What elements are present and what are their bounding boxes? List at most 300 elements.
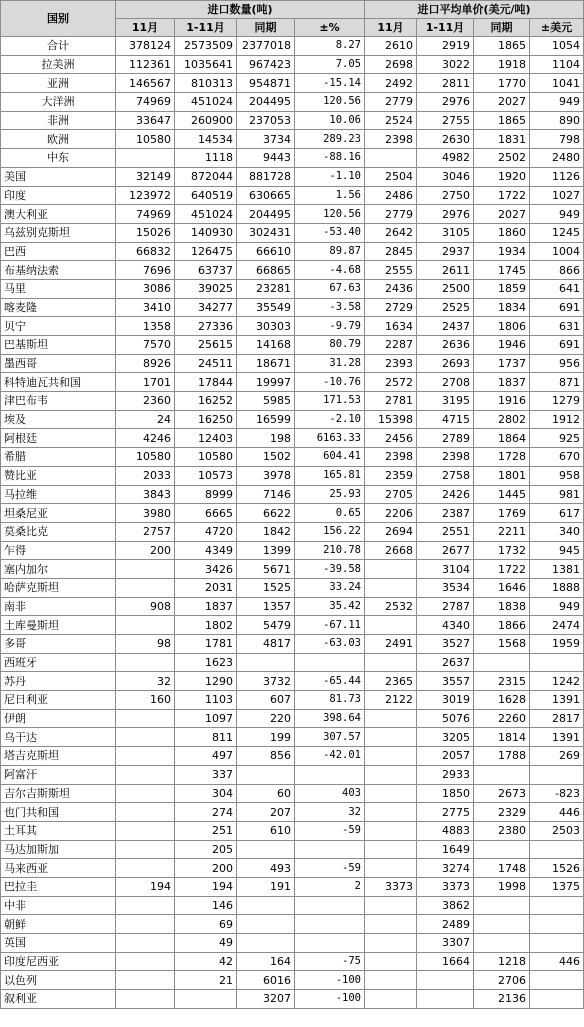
qty-change-cell: 307.57 — [295, 728, 365, 747]
qty-nov-cell: 32 — [116, 672, 175, 691]
price-ytd-cell: 2937 — [417, 242, 474, 261]
price-nov-cell — [365, 803, 417, 822]
qty-ytd-cell: 640519 — [175, 186, 237, 205]
qty-prior-cell: 3734 — [237, 130, 295, 149]
price-prior-cell — [474, 765, 530, 784]
table-row — [1, 747, 584, 766]
qty-ytd-cell: 140930 — [175, 223, 237, 242]
table-row — [1, 597, 584, 616]
price-prior-cell: 1838 — [474, 597, 530, 616]
price-change-cell: 631 — [530, 317, 584, 336]
qty-ytd-cell: 810313 — [175, 74, 237, 93]
qty-nov-cell: 378124 — [116, 37, 175, 56]
table-row — [1, 560, 584, 579]
price-change-cell: 1959 — [530, 635, 584, 654]
price-ytd-cell: 2525 — [417, 298, 474, 317]
qty-nov-cell: 74969 — [116, 93, 175, 112]
country-name-cell: 塔吉克斯坦 — [1, 747, 116, 766]
price-change-cell: 1054 — [530, 37, 584, 56]
table-row — [1, 205, 584, 224]
qty-change-cell: -53.40 — [295, 223, 365, 242]
qty-change-cell: -9.79 — [295, 317, 365, 336]
price-change-cell: 446 — [530, 952, 584, 971]
header-sub-qty-ytd: 1-11月 — [175, 19, 237, 37]
price-ytd-cell: 2611 — [417, 261, 474, 280]
price-ytd-cell: 3195 — [417, 392, 474, 411]
price-prior-cell — [474, 840, 530, 859]
qty-prior-cell: 199 — [237, 728, 295, 747]
qty-prior-cell: 630665 — [237, 186, 295, 205]
price-ytd-cell: 2677 — [417, 541, 474, 560]
country-name-cell: 印度尼西亚 — [1, 952, 116, 971]
qty-change-cell: 403 — [295, 784, 365, 803]
table-row — [1, 522, 584, 541]
price-change-cell: 981 — [530, 485, 584, 504]
qty-prior-cell: 967423 — [237, 55, 295, 74]
qty-nov-cell: 3410 — [116, 298, 175, 317]
price-prior-cell — [474, 934, 530, 953]
header-sub-price-change: ±美元 — [530, 19, 584, 37]
price-ytd-cell: 4883 — [417, 821, 474, 840]
qty-change-cell: -4.68 — [295, 261, 365, 280]
qty-ytd-cell: 2573509 — [175, 37, 237, 56]
price-change-cell: 1888 — [530, 578, 584, 597]
country-name-cell: 土耳其 — [1, 821, 116, 840]
country-name-cell: 马里 — [1, 279, 116, 298]
qty-nov-cell: 74969 — [116, 205, 175, 224]
qty-nov-cell: 98 — [116, 635, 175, 654]
qty-ytd-cell: 304 — [175, 784, 237, 803]
country-name-cell: 伊朗 — [1, 709, 116, 728]
qty-nov-cell: 123972 — [116, 186, 175, 205]
price-ytd-cell: 2426 — [417, 485, 474, 504]
qty-prior-cell: 220 — [237, 709, 295, 728]
price-nov-cell: 2668 — [365, 541, 417, 560]
price-change-cell: 890 — [530, 111, 584, 130]
qty-nov-cell — [116, 971, 175, 990]
qty-prior-cell: 204495 — [237, 205, 295, 224]
price-change-cell: 2503 — [530, 821, 584, 840]
price-ytd-cell — [417, 971, 474, 990]
qty-prior-cell: 207 — [237, 803, 295, 822]
table-row — [1, 485, 584, 504]
qty-ytd-cell: 1623 — [175, 653, 237, 672]
qty-nov-cell: 146567 — [116, 74, 175, 93]
price-prior-cell: 2136 — [474, 990, 530, 1009]
price-ytd-cell: 2630 — [417, 130, 474, 149]
qty-ytd-cell: 872044 — [175, 167, 237, 186]
qty-nov-cell — [116, 709, 175, 728]
table-row — [1, 803, 584, 822]
table-row — [1, 130, 584, 149]
country-name-cell: 澳大利亚 — [1, 205, 116, 224]
qty-nov-cell: 112361 — [116, 55, 175, 74]
qty-ytd-cell: 1097 — [175, 709, 237, 728]
table-row — [1, 410, 584, 429]
price-prior-cell: 1916 — [474, 392, 530, 411]
qty-nov-cell — [116, 765, 175, 784]
qty-change-cell: 165.81 — [295, 466, 365, 485]
country-name-cell: 吉尔吉斯斯坦 — [1, 784, 116, 803]
qty-prior-cell: 1399 — [237, 541, 295, 560]
qty-ytd-cell: 251 — [175, 821, 237, 840]
price-change-cell: 866 — [530, 261, 584, 280]
price-ytd-cell: 2750 — [417, 186, 474, 205]
qty-ytd-cell: 337 — [175, 765, 237, 784]
table-row — [1, 336, 584, 355]
price-prior-cell: 1770 — [474, 74, 530, 93]
price-ytd-cell: 2789 — [417, 429, 474, 448]
price-nov-cell: 2532 — [365, 597, 417, 616]
qty-prior-cell: 6016 — [237, 971, 295, 990]
qty-prior-cell — [237, 934, 295, 953]
table-row — [1, 448, 584, 467]
qty-nov-cell — [116, 896, 175, 915]
country-name-cell: 津巴布韦 — [1, 392, 116, 411]
qty-ytd-cell: 126475 — [175, 242, 237, 261]
price-ytd-cell: 2933 — [417, 765, 474, 784]
qty-nov-cell: 7696 — [116, 261, 175, 280]
price-nov-cell: 2781 — [365, 392, 417, 411]
qty-change-cell: 6163.33 — [295, 429, 365, 448]
qty-ytd-cell: 8999 — [175, 485, 237, 504]
country-name-cell: 也门共和国 — [1, 803, 116, 822]
qty-prior-cell: 16599 — [237, 410, 295, 429]
table-row — [1, 261, 584, 280]
country-name-cell: 巴基斯坦 — [1, 336, 116, 355]
price-prior-cell: 1865 — [474, 111, 530, 130]
qty-nov-cell: 2757 — [116, 522, 175, 541]
price-change-cell: 945 — [530, 541, 584, 560]
price-change-cell: 871 — [530, 373, 584, 392]
qty-change-cell: -1.10 — [295, 167, 365, 186]
price-nov-cell: 2398 — [365, 130, 417, 149]
header-sub-price-prior: 同期 — [474, 19, 530, 37]
table-row — [1, 392, 584, 411]
country-name-cell: 马拉维 — [1, 485, 116, 504]
qty-ytd-cell: 16250 — [175, 410, 237, 429]
price-prior-cell: 1801 — [474, 466, 530, 485]
price-nov-cell: 2486 — [365, 186, 417, 205]
qty-change-cell: 8.27 — [295, 37, 365, 56]
price-prior-cell: 1837 — [474, 373, 530, 392]
price-prior-cell: 1946 — [474, 336, 530, 355]
price-ytd-cell: 2551 — [417, 522, 474, 541]
price-change-cell — [530, 990, 584, 1009]
country-name-cell: 埃及 — [1, 410, 116, 429]
price-nov-cell — [365, 709, 417, 728]
country-name-cell: 印度 — [1, 186, 116, 205]
table-row — [1, 635, 584, 654]
price-prior-cell: 2027 — [474, 93, 530, 112]
price-change-cell — [530, 840, 584, 859]
qty-prior-cell: 610 — [237, 821, 295, 840]
country-name-cell: 亚洲 — [1, 74, 116, 93]
price-prior-cell: 1831 — [474, 130, 530, 149]
price-ytd-cell: 3307 — [417, 934, 474, 953]
table-row — [1, 74, 584, 93]
qty-change-cell: 89.87 — [295, 242, 365, 261]
qty-change-cell: -100 — [295, 971, 365, 990]
qty-change-cell: 120.56 — [295, 93, 365, 112]
qty-nov-cell — [116, 784, 175, 803]
qty-ytd-cell: 17844 — [175, 373, 237, 392]
table-row — [1, 504, 584, 523]
country-name-cell: 美国 — [1, 167, 116, 186]
price-nov-cell — [365, 616, 417, 635]
price-prior-cell — [474, 915, 530, 934]
price-change-cell — [530, 934, 584, 953]
price-ytd-cell: 4715 — [417, 410, 474, 429]
price-ytd-cell: 5076 — [417, 709, 474, 728]
price-nov-cell — [365, 653, 417, 672]
qty-change-cell: -63.03 — [295, 635, 365, 654]
price-nov-cell — [365, 765, 417, 784]
qty-ytd-cell: 1103 — [175, 691, 237, 710]
qty-nov-cell: 194 — [116, 877, 175, 896]
price-nov-cell — [365, 859, 417, 878]
qty-prior-cell: 23281 — [237, 279, 295, 298]
country-name-cell: 多哥 — [1, 635, 116, 654]
country-name-cell: 土库曼斯坦 — [1, 616, 116, 635]
qty-ytd-cell: 451024 — [175, 205, 237, 224]
qty-ytd-cell: 1035641 — [175, 55, 237, 74]
price-ytd-cell: 3105 — [417, 223, 474, 242]
qty-ytd-cell: 21 — [175, 971, 237, 990]
qty-prior-cell: 3732 — [237, 672, 295, 691]
qty-nov-cell — [116, 728, 175, 747]
qty-nov-cell — [116, 578, 175, 597]
qty-ytd-cell: 10580 — [175, 448, 237, 467]
price-prior-cell: 1864 — [474, 429, 530, 448]
country-name-cell: 以色列 — [1, 971, 116, 990]
price-prior-cell: 1998 — [474, 877, 530, 896]
price-ytd-cell: 2919 — [417, 37, 474, 56]
country-name-cell: 科特迪瓦共和国 — [1, 373, 116, 392]
qty-prior-cell — [237, 653, 295, 672]
price-change-cell: 1526 — [530, 859, 584, 878]
price-change-cell: 1126 — [530, 167, 584, 186]
qty-prior-cell: 493 — [237, 859, 295, 878]
price-nov-cell: 3373 — [365, 877, 417, 896]
qty-nov-cell: 10580 — [116, 130, 175, 149]
qty-ytd-cell: 4720 — [175, 522, 237, 541]
price-ytd-cell: 2398 — [417, 448, 474, 467]
price-nov-cell: 2779 — [365, 93, 417, 112]
qty-change-cell: -15.14 — [295, 74, 365, 93]
qty-ytd-cell: 1290 — [175, 672, 237, 691]
qty-ytd-cell: 811 — [175, 728, 237, 747]
qty-prior-cell — [237, 915, 295, 934]
price-change-cell: 269 — [530, 747, 584, 766]
table-row — [1, 653, 584, 672]
qty-prior-cell: 191 — [237, 877, 295, 896]
qty-change-cell — [295, 915, 365, 934]
price-ytd-cell — [417, 990, 474, 1009]
qty-change-cell: 33.24 — [295, 578, 365, 597]
country-name-cell: 哈萨克斯坦 — [1, 578, 116, 597]
country-name-cell: 巴西 — [1, 242, 116, 261]
country-name-cell: 尼日利亚 — [1, 691, 116, 710]
qty-nov-cell: 32149 — [116, 167, 175, 186]
qty-ytd-cell: 451024 — [175, 93, 237, 112]
country-name-cell: 中非 — [1, 896, 116, 915]
country-name-cell: 马达加斯加 — [1, 840, 116, 859]
price-nov-cell: 15398 — [365, 410, 417, 429]
qty-change-cell — [295, 765, 365, 784]
price-change-cell — [530, 971, 584, 990]
qty-change-cell — [295, 840, 365, 859]
country-name-cell: 莫桑比克 — [1, 522, 116, 541]
qty-change-cell: 120.56 — [295, 205, 365, 224]
price-nov-cell: 2436 — [365, 279, 417, 298]
price-change-cell: 340 — [530, 522, 584, 541]
qty-change-cell: 25.93 — [295, 485, 365, 504]
table-row — [1, 223, 584, 242]
price-prior-cell: 1769 — [474, 504, 530, 523]
qty-change-cell: 0.65 — [295, 504, 365, 523]
price-change-cell: 1375 — [530, 877, 584, 896]
price-ytd-cell: 4982 — [417, 149, 474, 168]
price-prior-cell: 2027 — [474, 205, 530, 224]
price-change-cell: 1279 — [530, 392, 584, 411]
price-prior-cell: 1728 — [474, 448, 530, 467]
qty-ytd-cell: 27336 — [175, 317, 237, 336]
price-ytd-cell: 2387 — [417, 504, 474, 523]
price-nov-cell: 2729 — [365, 298, 417, 317]
table-row — [1, 429, 584, 448]
price-ytd-cell: 2636 — [417, 336, 474, 355]
price-ytd-cell: 2755 — [417, 111, 474, 130]
qty-change-cell: 7.05 — [295, 55, 365, 74]
qty-change-cell: 1.56 — [295, 186, 365, 205]
header-sub-price-ytd: 1-11月 — [417, 19, 474, 37]
qty-nov-cell: 3086 — [116, 279, 175, 298]
qty-change-cell: -75 — [295, 952, 365, 971]
qty-prior-cell: 30303 — [237, 317, 295, 336]
price-prior-cell: 2260 — [474, 709, 530, 728]
table-row — [1, 616, 584, 635]
table-row — [1, 784, 584, 803]
qty-prior-cell: 1357 — [237, 597, 295, 616]
qty-nov-cell — [116, 990, 175, 1009]
qty-prior-cell: 237053 — [237, 111, 295, 130]
price-prior-cell: 1834 — [474, 298, 530, 317]
price-nov-cell: 2287 — [365, 336, 417, 355]
qty-prior-cell: 204495 — [237, 93, 295, 112]
table-row — [1, 373, 584, 392]
qty-ytd-cell: 205 — [175, 840, 237, 859]
qty-ytd-cell: 2031 — [175, 578, 237, 597]
qty-change-cell: -10.76 — [295, 373, 365, 392]
price-prior-cell: 1218 — [474, 952, 530, 971]
qty-change-cell: -42.01 — [295, 747, 365, 766]
table-row — [1, 578, 584, 597]
qty-prior-cell: 5479 — [237, 616, 295, 635]
qty-ytd-cell: 200 — [175, 859, 237, 878]
table-row — [1, 821, 584, 840]
price-prior-cell: 1722 — [474, 560, 530, 579]
qty-change-cell: 80.79 — [295, 336, 365, 355]
price-nov-cell: 1634 — [365, 317, 417, 336]
price-nov-cell: 2365 — [365, 672, 417, 691]
qty-prior-cell: 9443 — [237, 149, 295, 168]
price-nov-cell — [365, 560, 417, 579]
country-name-cell: 乌兹别克斯坦 — [1, 223, 116, 242]
table-row — [1, 709, 584, 728]
price-nov-cell: 2694 — [365, 522, 417, 541]
price-nov-cell: 2642 — [365, 223, 417, 242]
qty-prior-cell: 6622 — [237, 504, 295, 523]
price-change-cell: 1391 — [530, 691, 584, 710]
qty-change-cell: 67.63 — [295, 279, 365, 298]
country-name-cell: 英国 — [1, 934, 116, 953]
price-ytd-cell: 3022 — [417, 55, 474, 74]
price-prior-cell: 1445 — [474, 485, 530, 504]
price-prior-cell: 1814 — [474, 728, 530, 747]
country-name-cell: 喀麦隆 — [1, 298, 116, 317]
country-name-cell: 希腊 — [1, 448, 116, 467]
qty-nov-cell: 66832 — [116, 242, 175, 261]
country-name-cell: 乌干达 — [1, 728, 116, 747]
qty-change-cell: -39.58 — [295, 560, 365, 579]
price-ytd-cell: 2489 — [417, 915, 474, 934]
price-ytd-cell: 2787 — [417, 597, 474, 616]
price-nov-cell: 2610 — [365, 37, 417, 56]
price-nov-cell — [365, 896, 417, 915]
qty-nov-cell: 200 — [116, 541, 175, 560]
price-ytd-cell: 3104 — [417, 560, 474, 579]
qty-prior-cell: 35549 — [237, 298, 295, 317]
qty-change-cell: 31.28 — [295, 354, 365, 373]
qty-ytd-cell: 1837 — [175, 597, 237, 616]
price-nov-cell: 2504 — [365, 167, 417, 186]
qty-ytd-cell: 1781 — [175, 635, 237, 654]
price-change-cell: 1027 — [530, 186, 584, 205]
table-row — [1, 279, 584, 298]
table-header — [1, 1, 584, 37]
qty-change-cell — [295, 653, 365, 672]
price-prior-cell: 1865 — [474, 37, 530, 56]
price-change-cell: 1912 — [530, 410, 584, 429]
price-nov-cell — [365, 728, 417, 747]
price-nov-cell: 2779 — [365, 205, 417, 224]
qty-prior-cell: 954871 — [237, 74, 295, 93]
price-nov-cell: 2491 — [365, 635, 417, 654]
country-name-cell: 南非 — [1, 597, 116, 616]
price-change-cell: 798 — [530, 130, 584, 149]
qty-nov-cell — [116, 821, 175, 840]
price-prior-cell: 1732 — [474, 541, 530, 560]
price-change-cell: 691 — [530, 336, 584, 355]
table-row — [1, 728, 584, 747]
qty-change-cell: -59 — [295, 821, 365, 840]
table-row — [1, 317, 584, 336]
price-prior-cell: 2502 — [474, 149, 530, 168]
qty-ytd-cell: 24511 — [175, 354, 237, 373]
header-sub-qty-change: ±% — [295, 19, 365, 37]
qty-prior-cell: 1525 — [237, 578, 295, 597]
price-ytd-cell: 1649 — [417, 840, 474, 859]
table-row — [1, 691, 584, 710]
price-change-cell: -823 — [530, 784, 584, 803]
qty-ytd-cell: 12403 — [175, 429, 237, 448]
country-name-cell: 贝宁 — [1, 317, 116, 336]
country-name-cell: 墨西哥 — [1, 354, 116, 373]
qty-prior-cell: 66865 — [237, 261, 295, 280]
qty-prior-cell: 7146 — [237, 485, 295, 504]
price-nov-cell: 2206 — [365, 504, 417, 523]
